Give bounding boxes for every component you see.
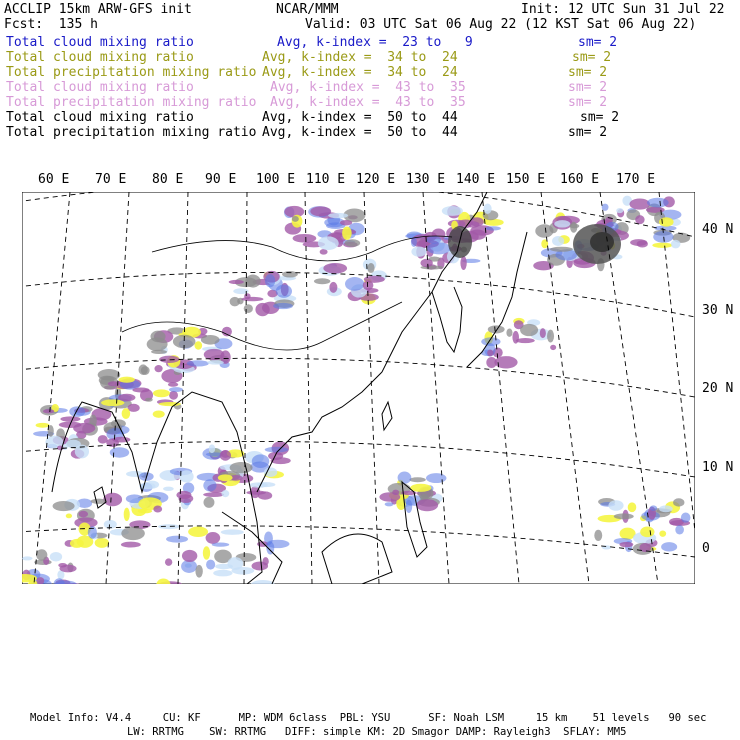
cloud-blob (635, 215, 644, 224)
cloud-blob (139, 483, 155, 490)
cloud-blob (222, 327, 232, 337)
cloud-blob (659, 531, 666, 537)
cloud-blob (608, 500, 623, 510)
cloud-blob (212, 543, 230, 547)
cloud-blob (398, 472, 412, 484)
cloud-blob (121, 527, 145, 541)
cloud-blob (50, 552, 62, 562)
cloud-blob (616, 208, 623, 213)
cloud-blob (43, 409, 54, 413)
cloud-blob (554, 220, 570, 227)
model-title: ACCLIP 15km ARW-GFS init (4, 2, 192, 17)
longitude-label: 60 E (38, 172, 70, 187)
cloud-blob (265, 274, 275, 287)
cloud-blob (363, 280, 374, 290)
cloud-blob (222, 490, 230, 497)
cloud-blob (203, 497, 214, 508)
cloud-blob (547, 330, 554, 343)
cloud-blob (265, 447, 289, 453)
cloud-blob (535, 224, 553, 237)
cloud-blob (203, 546, 210, 559)
cloud-blob (194, 341, 202, 349)
legend-smoothing: sm= 2 (580, 110, 620, 125)
cloud-blob (614, 513, 634, 519)
cloud-blob (323, 263, 347, 274)
cloud-blob (293, 234, 317, 243)
legend-smoothing: sm= 2 (568, 65, 608, 80)
cloud-blob (594, 530, 602, 541)
legend-field-name: Total precipitation mixing ratio (6, 95, 257, 110)
latitude-label: 40 N (702, 222, 734, 237)
legend-smoothing: sm= 2 (572, 50, 612, 65)
cloud-blob (426, 473, 446, 483)
cloud-blob (182, 550, 197, 562)
longitude-label: 170 E (616, 172, 656, 187)
cloud-blob (147, 337, 168, 351)
legend-k-index: Avg, k-index = 23 to 9 (277, 35, 473, 50)
cloud-blob (110, 447, 129, 457)
legend-smoothing: sm= 2 (578, 35, 618, 50)
cloud-blob (53, 501, 75, 511)
cloud-blob (36, 423, 50, 428)
cloud-blob (659, 505, 673, 512)
cloud-blob (550, 247, 573, 252)
longitude-label: 150 E (506, 172, 546, 187)
legend-k-index: Avg, k-index = 50 to 44 (262, 125, 458, 140)
cloud-blob (73, 423, 95, 434)
cloud-blob (166, 536, 188, 543)
legend-field-name: Total cloud mixing ratio (6, 50, 194, 65)
cloud-blob (328, 213, 348, 218)
cloud-blob (179, 470, 193, 482)
legend-k-index: Avg, k-index = 43 to 35 (270, 95, 466, 110)
cloud-blob (506, 329, 512, 337)
cloud-blob (206, 532, 221, 544)
cloud-blob (427, 242, 451, 254)
cloud-blob (221, 529, 244, 534)
cloud-blob (153, 506, 162, 513)
cloud-blob (119, 377, 135, 383)
cloud-blob (486, 357, 497, 368)
cloud-blob (218, 474, 233, 481)
cloud-blob (329, 282, 337, 293)
legend-smoothing: sm= 2 (568, 80, 608, 95)
cloud-blob (36, 549, 47, 560)
cloud-blob (409, 477, 425, 482)
cloud-blob (201, 335, 220, 345)
cloud-blob (213, 570, 232, 577)
cloud-blob (66, 440, 81, 448)
legend-smoothing: sm= 2 (568, 125, 608, 140)
cloud-blob (652, 243, 672, 248)
cloud-blob (647, 198, 669, 208)
legend-field-name: Total cloud mixing ratio (6, 35, 194, 50)
cloud-blob (640, 527, 654, 538)
cloud-blob (416, 499, 438, 511)
cloud-blob (385, 502, 394, 506)
cloud-blob (246, 490, 266, 494)
cloud-blob (145, 398, 153, 402)
cloud-blob (484, 219, 504, 226)
cloud-blob (66, 514, 72, 519)
latitude-label: 20 N (702, 381, 734, 396)
cloud-blob (420, 259, 432, 267)
cloud-blob (244, 304, 253, 313)
cloud-blob (342, 226, 352, 239)
cloud-blob (209, 444, 215, 453)
cloud-blob (220, 450, 231, 460)
longitude-label: 90 E (205, 172, 237, 187)
cloud-blob (340, 220, 352, 225)
cloud-blob (178, 494, 193, 503)
cloud-blob (165, 558, 172, 565)
cloud-blob (159, 356, 179, 363)
longitude-label: 110 E (306, 172, 346, 187)
cloud-blob (569, 224, 579, 229)
cloud-blob (659, 217, 674, 226)
cloud-blob (550, 345, 556, 350)
cloud-blob (379, 492, 400, 502)
cloud-blob (101, 399, 124, 406)
cloud-blob (118, 394, 135, 402)
cloud-blob (426, 236, 441, 244)
legend-k-index: Avg, k-index = 43 to 35 (270, 80, 466, 95)
cloud-blob (345, 277, 364, 291)
legend-field-name: Total precipitation mixing ratio (6, 65, 257, 80)
valid-time: Valid: 03 UTC Sat 06 Aug 22 (12 KST Sat 06 Aug 22) (305, 17, 697, 32)
cloud-blob (671, 240, 681, 249)
cloud-blob (405, 500, 412, 513)
cloud-blob (79, 511, 88, 518)
cloud-blob (264, 467, 278, 477)
legend-smoothing: sm= 2 (568, 95, 608, 110)
cloud-blob (520, 324, 538, 336)
legend-field-name: Total cloud mixing ratio (6, 110, 194, 125)
cloud-blob (318, 236, 339, 250)
cloud-blob (215, 564, 233, 569)
cloud-blob (675, 525, 684, 534)
cloud-blob (154, 365, 162, 372)
cloud-blob (206, 560, 215, 570)
cloud-blob (122, 408, 131, 419)
cloud-blob (121, 542, 141, 548)
cloud-blob (460, 256, 466, 270)
cloud-blob (488, 325, 505, 333)
cloud-blob (70, 539, 84, 548)
cloud-blob (646, 207, 665, 213)
cloud-blob (241, 297, 263, 301)
cloud-blob (249, 482, 267, 487)
latitude-label: 10 N (702, 460, 734, 475)
cloud-blob (141, 366, 150, 375)
cloud-blob (314, 278, 330, 284)
cloud-blob (367, 263, 374, 273)
cloud-blob (637, 240, 648, 247)
cloud-blob (163, 487, 174, 491)
latitude-label: 30 N (702, 303, 734, 318)
longitude-label: 80 E (152, 172, 184, 187)
longitude-label: 70 E (95, 172, 127, 187)
cloud-blob (60, 416, 80, 421)
cloud-blob (230, 462, 253, 473)
cloud-blob (484, 204, 492, 214)
cloud-blob (619, 542, 633, 547)
longitude-label: 160 E (560, 172, 600, 187)
latitude-label: 0 (702, 541, 710, 556)
org-label: NCAR/MMM (276, 2, 339, 17)
cloud-blob (276, 285, 292, 298)
longitude-label: 140 E (456, 172, 496, 187)
cloud-blob (487, 349, 493, 356)
model-info-line2: LW: RRTMG SW: RRTMG DIFF: simple KM: 2D Smagor DAMP: Rayleigh3 SFLAY: MM5 (127, 726, 627, 738)
legend-field-name: Total cloud mixing ratio (6, 80, 194, 95)
cloud-blob (69, 406, 85, 417)
cloud-blob (188, 527, 208, 537)
legend-k-index: Avg, k-index = 50 to 44 (262, 110, 458, 125)
cloud-blob (103, 493, 122, 506)
cloud-blob (252, 561, 269, 570)
cloud-blob (266, 540, 290, 548)
cloud-blob (59, 565, 76, 573)
cloud-blob (124, 508, 130, 521)
cloud-blob (203, 479, 216, 491)
cloud-blob (310, 206, 331, 216)
cloud-blob (169, 391, 178, 400)
cloud-blob (552, 236, 564, 246)
cloud-blob (169, 387, 183, 392)
forecast-hour: Fcst: 135 h (4, 17, 98, 32)
cloud-blob (229, 280, 244, 284)
longitude-label: 100 E (256, 172, 296, 187)
forecast-map (22, 192, 695, 584)
cloud-blob (681, 513, 691, 523)
longitude-label: 120 E (356, 172, 396, 187)
cloud-blob (195, 565, 202, 578)
cloud-blob (629, 199, 649, 210)
legend-k-index: Avg, k-index = 34 to 24 (262, 65, 458, 80)
cloud-blob (282, 271, 298, 277)
cloud-blob (252, 454, 269, 468)
cloud-blob (268, 452, 283, 460)
cloud-blob (132, 388, 149, 393)
cloud-blob (590, 232, 614, 252)
cloud-blob (22, 556, 33, 560)
cloud-blob (628, 502, 637, 512)
cloud-blob (512, 331, 519, 344)
cloud-blob (442, 206, 463, 216)
cloud-blob (292, 216, 299, 222)
cloud-blob (153, 389, 170, 397)
longitude-label: 130 E (406, 172, 446, 187)
init-time: Init: 12 UTC Sun 31 Jul 22 (521, 2, 725, 17)
cloud-blob (661, 542, 677, 551)
cloud-blob (673, 498, 684, 506)
cloud-blob (207, 360, 224, 364)
legend-k-index: Avg, k-index = 34 to 24 (262, 50, 458, 65)
cloud-blob (410, 484, 431, 492)
model-info-line1: Model Info: V4.4 CU: KF MP: WDM 6class PBL: YSU SF: Noah LSM 15 km 51 levels 90 sec (30, 712, 707, 724)
legend-field-name: Total precipitation mixing ratio (6, 125, 257, 140)
cloud-blob (485, 226, 501, 230)
cloud-blob (650, 505, 658, 511)
cloud-blob (232, 567, 255, 575)
cloud-blob (98, 435, 108, 444)
cloud-blob (153, 410, 165, 417)
cloud-blob (255, 303, 269, 316)
cloud-blob (95, 538, 109, 548)
cloud-blob (187, 360, 209, 366)
cloud-blob (203, 492, 224, 497)
cloud-blob (540, 328, 546, 338)
cloud-blob (273, 303, 293, 309)
cloud-blob (345, 239, 361, 247)
cloud-blob (411, 247, 426, 257)
